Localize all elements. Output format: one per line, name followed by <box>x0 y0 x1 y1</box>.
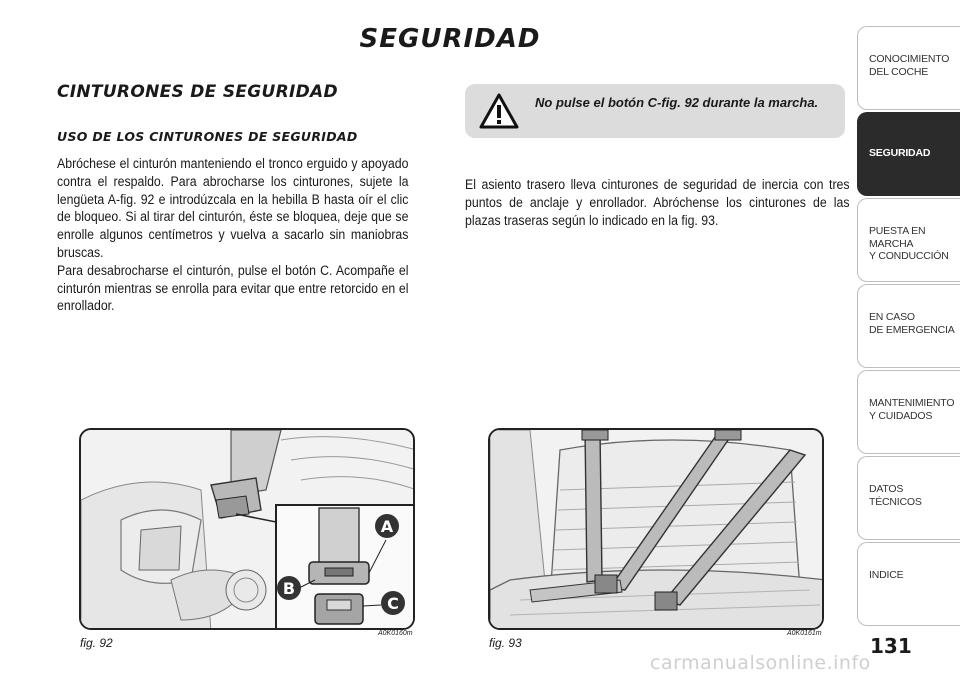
figure-93-code: A0K0161m <box>787 630 822 637</box>
label-c: C <box>387 594 399 613</box>
tab-seguridad[interactable] <box>857 112 960 196</box>
label-b: B <box>282 579 296 598</box>
figure-92-caption: fig. 92 <box>80 636 113 650</box>
tab-label: INDICE <box>869 569 904 581</box>
figure-93-rear-seat <box>488 428 824 630</box>
tab-label: PUESTA EN MARCHA Y CONDUCCIÓN <box>869 225 949 262</box>
tab-datos-tecnicos[interactable] <box>857 456 960 540</box>
page-title: SEGURIDAD <box>359 24 541 54</box>
tab-label: CONOCIMIENTO DEL COCHE <box>869 53 950 78</box>
left-column-text <box>57 155 408 315</box>
tab-label: DATOS TÉCNICOS <box>869 483 922 508</box>
figure-92-code: A0K0160m <box>378 630 413 637</box>
warning-box <box>465 84 845 138</box>
watermark: carmanualsonline.info <box>650 652 871 674</box>
right-column-text: El asiento trasero lleva cinturones de seguridad de inercia con tres puntos de anclaje y enrollador. Abróchense los cinturones de las plazas traseras según lo indicado en la fig. 93. <box>465 177 850 228</box>
figure-93-caption: fig. 93 <box>489 636 522 650</box>
subsection-title: USO DE LOS CINTURONES DE SEGURIDAD <box>57 129 358 144</box>
section-title: CINTURONES DE SEGURIDAD <box>57 82 338 102</box>
tab-puesta-en-marcha[interactable] <box>857 198 960 282</box>
paragraph-unfasten: Para desabrocharse el cinturón, pulse el botón C. Acompañe el cinturón mientras se enrolla para evitar que entre retorcido en el enrollador. <box>57 262 409 314</box>
figure-92-buckle <box>79 428 415 630</box>
tab-label: EN CASO DE EMERGENCIA <box>869 311 955 336</box>
warning-text: No pulse el botón C-fig. 92 durante la marcha. <box>535 94 819 110</box>
tab-mantenimiento[interactable] <box>857 370 960 454</box>
label-a: A <box>380 517 394 536</box>
tab-conocimiento-del-coche[interactable] <box>857 26 960 110</box>
paragraph-fasten: Abróchese el cinturón manteniendo el tronco erguido y apoyado contra el respaldo. Para abrocharse los cinturones, sujete la lengüeta A-fig. 92 e introdúzcala en la hebilla B hasta oír el clic de bloqueo. Si al tirar del cinturón, éste se bloquea, deje que se enrolle algunos centímetros y vuelva a sacarlo sin maniobras bruscas. <box>57 156 409 260</box>
warning-triangle-icon <box>477 89 521 133</box>
tab-indice[interactable] <box>857 542 960 626</box>
rear-seat-illustration <box>490 430 824 630</box>
buckle-illustration <box>81 430 415 630</box>
tab-label: SEGURIDAD <box>869 147 931 159</box>
tab-en-caso-de-emergencia[interactable] <box>857 284 960 368</box>
page-number: 131 <box>870 634 912 658</box>
tab-label: MANTENIMIENTO Y CUIDADOS <box>869 397 955 422</box>
